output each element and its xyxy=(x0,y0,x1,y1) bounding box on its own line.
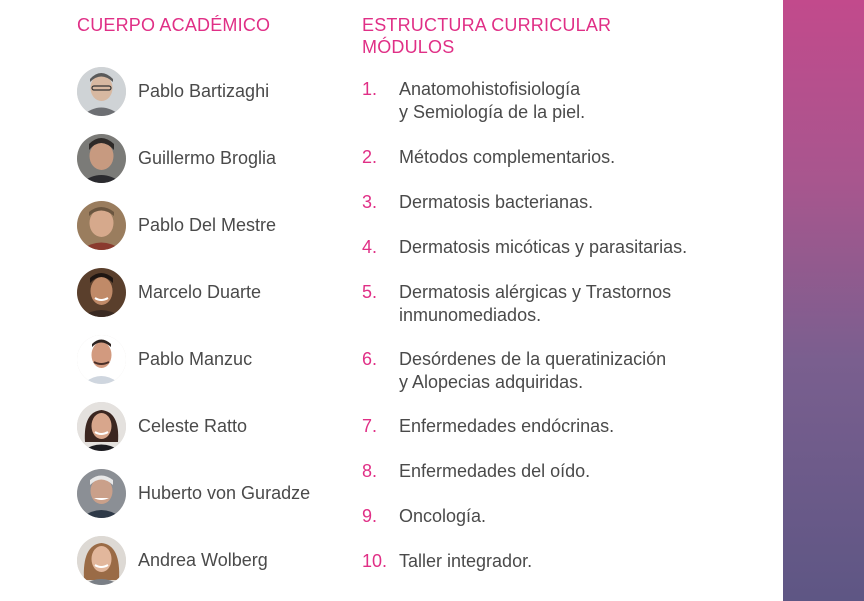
module-item xyxy=(362,281,762,327)
module-number: 4. xyxy=(362,237,378,257)
module-item xyxy=(362,236,762,259)
module-item xyxy=(362,146,762,169)
faculty-member xyxy=(77,468,357,518)
module-item xyxy=(362,460,762,483)
module-title: Desórdenes de la queratinización y Alopecias adquiridas. xyxy=(399,349,667,392)
faculty-member-name: Celeste Ratto xyxy=(138,415,248,436)
portrait-icon xyxy=(77,134,126,183)
faculty-member-name: Marcelo Duarte xyxy=(138,281,262,302)
faculty-member-name: Guillermo Broglia xyxy=(138,147,277,168)
portrait-icon xyxy=(77,469,126,518)
module-title: Dermatosis micóticas y parasitarias. xyxy=(399,237,688,257)
module-item xyxy=(362,550,762,573)
faculty-member-name: Huberto von Guradze xyxy=(138,482,311,503)
module-title: Oncología. xyxy=(399,506,487,526)
module-item xyxy=(362,78,762,124)
module-title: Enfermedades del oído. xyxy=(399,461,591,481)
module-number: 2. xyxy=(362,147,378,167)
module-title: Taller integrador. xyxy=(399,551,533,571)
faculty-member xyxy=(77,334,357,384)
module-title: Métodos complementarios. xyxy=(399,147,616,167)
faculty-member-name: Pablo Manzuc xyxy=(138,348,253,369)
module-title: Dermatosis alérgicas y Trastornos inmunomediados. xyxy=(399,282,672,325)
decorative-gradient-bar xyxy=(783,0,864,601)
faculty-member-name: Pablo Bartizaghi xyxy=(138,80,270,101)
curriculum-heading-line2: MÓDULOS xyxy=(362,37,455,57)
module-item xyxy=(362,415,762,438)
module-item xyxy=(362,348,762,394)
portrait-icon xyxy=(77,67,126,116)
faculty-member-name: Pablo Del Mestre xyxy=(138,214,277,235)
portrait-icon xyxy=(77,268,126,317)
module-number: 6. xyxy=(362,349,378,369)
faculty-heading: CUERPO ACADÉMICO xyxy=(77,15,271,35)
module-title: Anatomohistofisiología y Semiología de la piel. xyxy=(399,79,586,122)
portrait-icon xyxy=(77,201,126,250)
faculty-member-name: Andrea Wolberg xyxy=(138,549,268,570)
faculty-member xyxy=(77,401,357,451)
module-item xyxy=(362,505,762,528)
module-number: 3. xyxy=(362,192,378,212)
module-item xyxy=(362,191,762,214)
portrait-icon xyxy=(77,335,126,384)
portrait-icon xyxy=(77,402,126,451)
faculty-member xyxy=(77,66,357,116)
module-number: 8. xyxy=(362,461,378,481)
curriculum-heading-line1: ESTRUCTURA CURRICULAR xyxy=(362,15,612,35)
module-number: 1. xyxy=(362,79,378,99)
module-number: 5. xyxy=(362,282,378,302)
faculty-member xyxy=(77,133,357,183)
curriculum-heading xyxy=(362,14,611,58)
portrait-icon xyxy=(77,536,126,585)
module-number: 10. xyxy=(362,551,388,571)
module-title: Dermatosis bacterianas. xyxy=(399,192,594,212)
faculty-member xyxy=(77,535,357,585)
module-number: 7. xyxy=(362,416,378,436)
faculty-member xyxy=(77,200,357,250)
module-title: Enfermedades endócrinas. xyxy=(399,416,615,436)
faculty-member xyxy=(77,267,357,317)
module-number: 9. xyxy=(362,506,378,526)
